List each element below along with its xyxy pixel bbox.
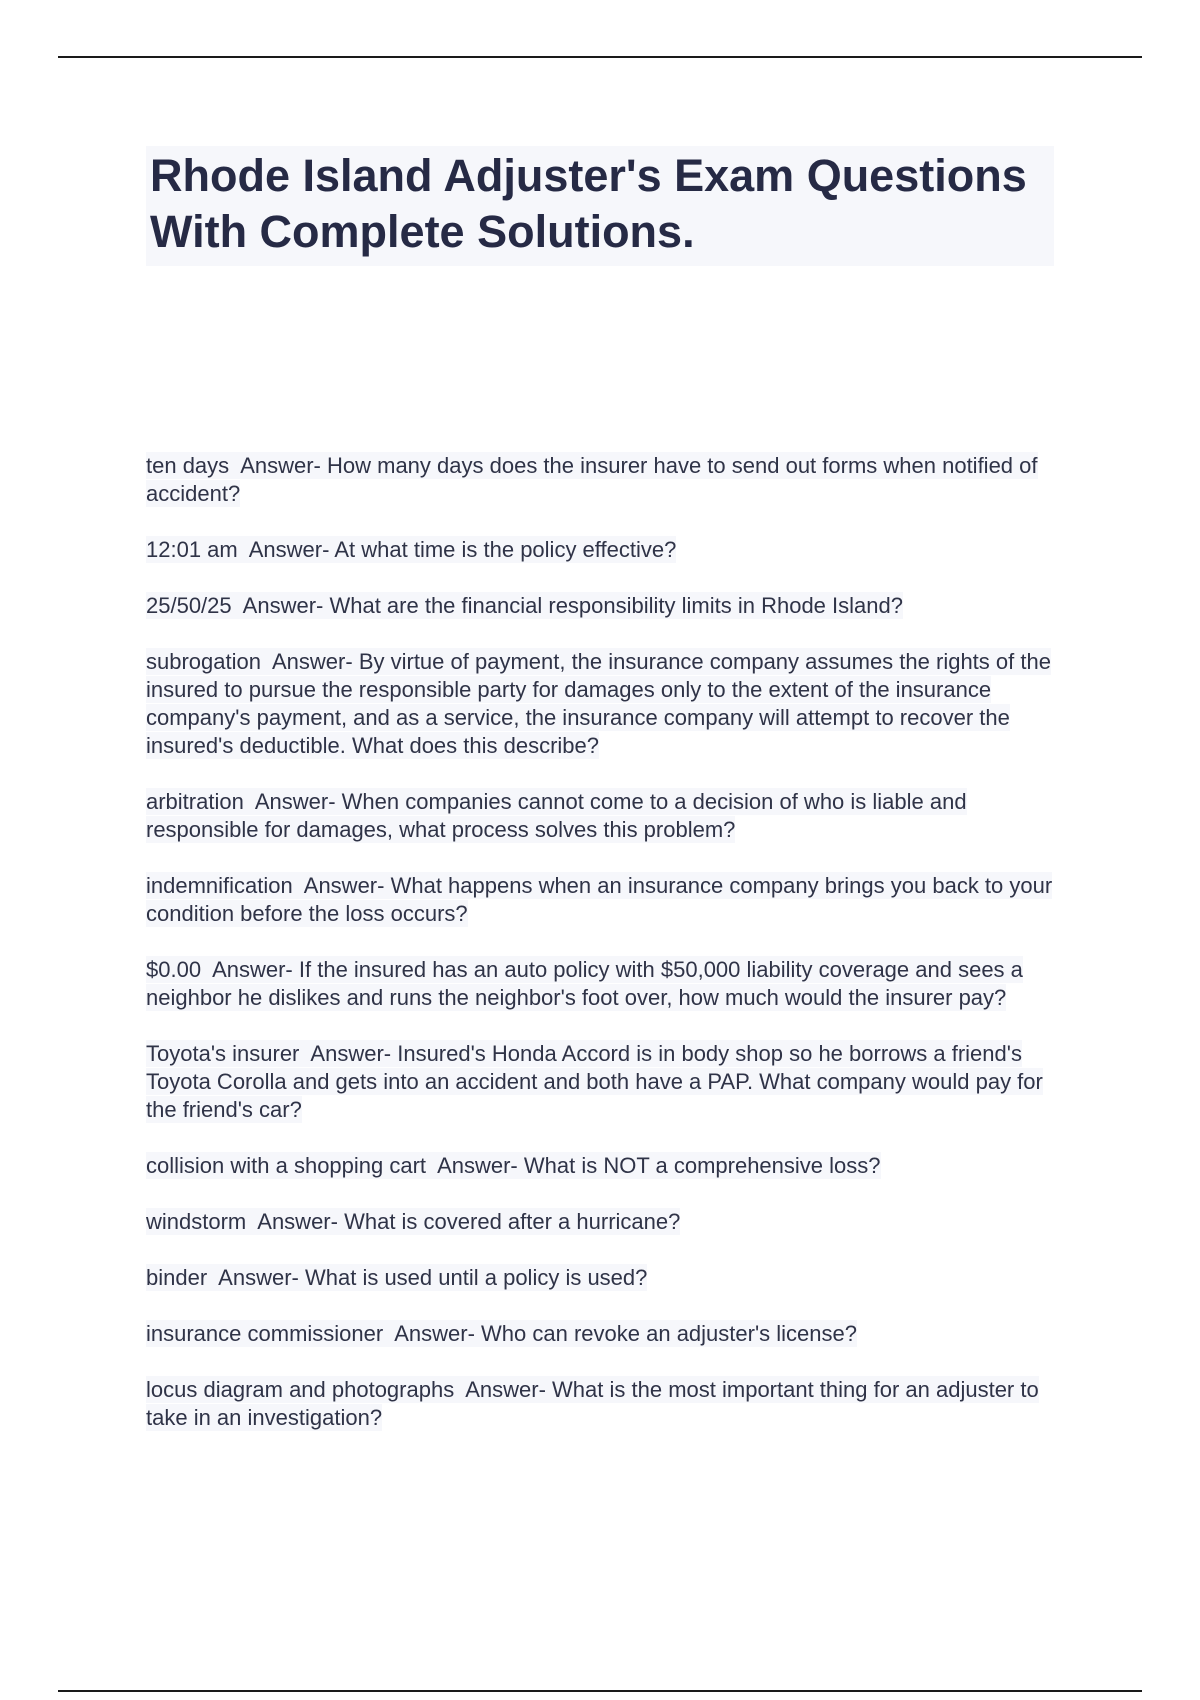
answer-prefix: Answer- bbox=[272, 649, 353, 674]
answer-text: Toyota's insurer bbox=[146, 1041, 300, 1066]
qa-item bbox=[146, 956, 1066, 1012]
answer-prefix: Answer- bbox=[254, 789, 336, 814]
answer-text: ten days bbox=[146, 453, 230, 478]
title-block bbox=[146, 146, 1054, 266]
answer-prefix: Answer- bbox=[218, 1265, 299, 1290]
answer-prefix: Answer- bbox=[437, 1153, 518, 1178]
qa-item bbox=[146, 648, 1066, 760]
qa-item bbox=[146, 788, 1066, 844]
qa-item bbox=[146, 536, 1066, 564]
answer-text: windstorm bbox=[146, 1209, 247, 1234]
question-text: What are the financial responsibility limits in Rhode Island? bbox=[329, 593, 903, 618]
qa-item bbox=[146, 1208, 1066, 1236]
qa-item bbox=[146, 872, 1066, 928]
answer-text: binder bbox=[146, 1265, 208, 1290]
question-text: What is the most important thing for an adjuster to take in an investigation? bbox=[146, 1377, 1039, 1430]
qa-list bbox=[146, 452, 1066, 1460]
answer-text: 25/50/25 bbox=[146, 593, 232, 618]
answer-prefix: Answer- bbox=[465, 1377, 546, 1402]
answer-prefix: Answer- bbox=[310, 1041, 392, 1066]
question-text: What is covered after a hurricane? bbox=[344, 1209, 681, 1234]
qa-item bbox=[146, 1376, 1066, 1432]
answer-text: $0.00 bbox=[146, 957, 202, 982]
question-text: When companies cannot come to a decision of who is liable and responsible for damages, what process solves this problem? bbox=[146, 789, 967, 842]
qa-item bbox=[146, 1040, 1066, 1124]
qa-item bbox=[146, 592, 1066, 620]
answer-text: locus diagram and photographs bbox=[146, 1377, 455, 1402]
question-text: How many days does the insurer have to send out forms when notified of accident? bbox=[146, 453, 1038, 506]
document-title: Rhode Island Adjuster's Exam Questions With Complete Solutions. bbox=[150, 150, 1027, 257]
answer-prefix: Answer- bbox=[212, 957, 293, 982]
answer-text: 12:01 am bbox=[146, 537, 238, 562]
question-text: At what time is the policy effective? bbox=[334, 537, 677, 562]
answer-prefix: Answer- bbox=[240, 453, 321, 478]
question-text: What is used until a policy is used? bbox=[304, 1265, 648, 1290]
answer-text: insurance commissioner bbox=[146, 1321, 384, 1346]
question-text: What happens when an insurance company brings you back to your condition before the loss occurs? bbox=[146, 873, 1053, 926]
question-text: Who can revoke an adjuster's license? bbox=[481, 1321, 857, 1346]
answer-prefix: Answer- bbox=[394, 1321, 475, 1346]
question-text: By virtue of payment, the insurance company assumes the rights of the insured to pursue the responsible party for damages only to the extent of the insurance company's payment, and as a service, the insurance company will attempt to recover the insured's deductible. What does this describe? bbox=[146, 649, 1051, 758]
answer-text: arbitration bbox=[146, 789, 244, 814]
answer-prefix: Answer- bbox=[248, 537, 330, 562]
answer-text: indemnification bbox=[146, 873, 293, 898]
qa-item bbox=[146, 1264, 1066, 1292]
answer-text: collision with a shopping cart bbox=[146, 1153, 427, 1178]
question-text: Insured's Honda Accord is in body shop so he borrows a friend's Toyota Corolla and gets into an accident and both have a PAP. What company would pay for the friend's car? bbox=[146, 1041, 1043, 1122]
answer-text: subrogation bbox=[146, 649, 261, 674]
qa-item bbox=[146, 1152, 1066, 1180]
question-text: What is NOT a comprehensive loss? bbox=[523, 1153, 881, 1178]
qa-item bbox=[146, 1320, 1066, 1348]
answer-prefix: Answer- bbox=[303, 873, 385, 898]
qa-item bbox=[146, 452, 1066, 508]
question-text: If the insured has an auto policy with $50,000 liability coverage and sees a neighbor he dislikes and runs the neighbor's foot over, how much would the insurer pay? bbox=[146, 957, 1023, 1010]
top-rule bbox=[58, 56, 1142, 58]
answer-prefix: Answer- bbox=[257, 1209, 338, 1234]
answer-prefix: Answer- bbox=[242, 593, 324, 618]
bottom-rule bbox=[58, 1690, 1142, 1692]
